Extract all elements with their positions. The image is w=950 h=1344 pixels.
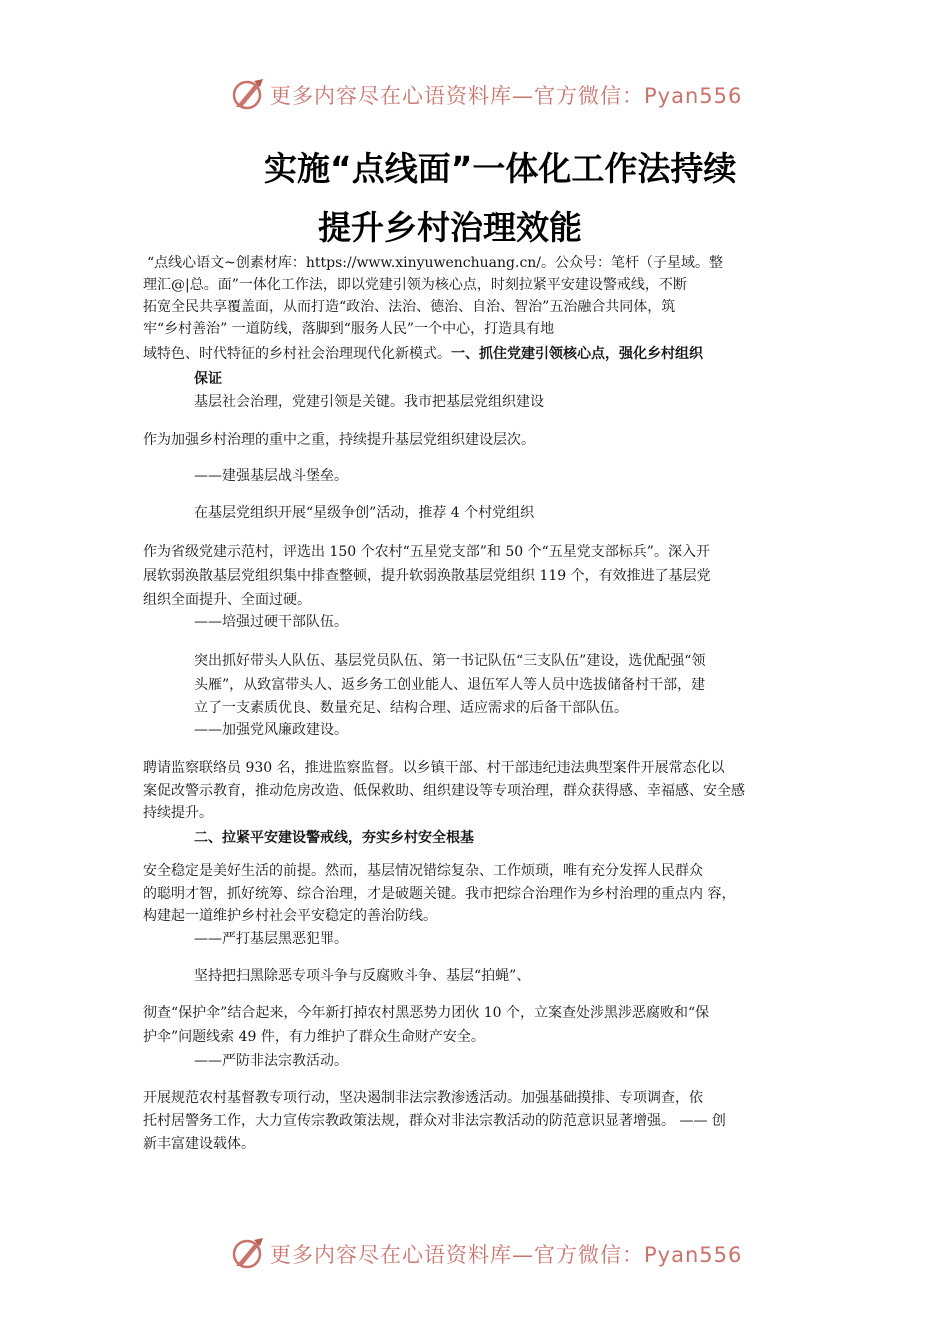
intro-last-text: 域特色、时代特征的乡村社会治理现代化新模式。 — [143, 346, 451, 362]
paragraph-line: 展软弱涣散基层党组织集中排查整顿，提升软弱涣散基层党组织 119 个，有效推进了基层党 — [143, 568, 711, 584]
paragraph-line: 的聪明才智，抓好统筹、综合治理，才是破题关键。我市把综合治理作为乡村治理的重点内 容， — [143, 886, 736, 902]
intro-line: 牢“乡村善治” 一道防线，落脚到“服务人民”一个中心，打造具有地 — [143, 321, 555, 337]
page-title-line-2: 提升乡村治理效能 — [318, 208, 582, 247]
paragraph-line: 构建起一道维护乡村社会平安稳定的善治防线。 — [143, 908, 437, 924]
paragraph-line: 彻查“保护伞”结合起来，今年新打掉农村黑恶势力团伙 10 个，立案查处涉黑涉恶腐败和“保 — [143, 1005, 710, 1021]
page-title-line-1: 实施“点线面”一体化工作法持续 — [264, 149, 737, 188]
paragraph-line: 开展规范农村基督教专项行动，坚决遏制非法宗教渗透活动。加强基础摸排、专项调查，依 — [143, 1090, 703, 1106]
paragraph-line: 护伞”问题线索 49 件，有力维护了群众生命财产安全。 — [143, 1029, 485, 1045]
paragraph-line: 作为加强乡村治理的重中之重，持续提升基层党组织建设层次。 — [143, 432, 535, 448]
section-2-heading: 二、拉紧平安建设警戒线，夯实乡村安全根基 — [194, 830, 474, 846]
paragraph-line: 在基层党组织开展“星级争创”活动，推荐 4 个村党组织 — [194, 505, 535, 521]
header-banner — [0, 74, 950, 114]
quill-logo-icon — [230, 1236, 266, 1270]
subheading: ——严打基层黑恶犯罪。 — [194, 931, 348, 947]
section-1-heading-continued: 保证 — [194, 371, 222, 387]
paragraph-line: 持续提升。 — [143, 805, 213, 821]
paragraph-line: 立了一支素质优良、数量充足、结构合理、适应需求的后备干部队伍。 — [194, 700, 628, 716]
intro-line-with-heading — [143, 344, 703, 364]
intro-line: 理汇@|总。面”一体化工作法，即以党建引领为核心点，时刻拉紧平安建设警戒线，不断 — [143, 277, 687, 293]
paragraph-line: 组织全面提升、全面过硬。 — [143, 592, 311, 608]
paragraph-line: 头雁”，从致富带头人、返乡务工创业能人、退伍军人等人员中选拔储备村干部，建 — [194, 677, 706, 693]
intro-line: “点线心语文~创素材库：https://www.xinyuwenchuang.cn/。公众号：笔杆（子星域。整 — [147, 255, 724, 271]
paragraph-line: 坚持把扫黑除恶专项斗争与反腐败斗争、基层“拍蝇”、 — [194, 968, 531, 984]
intro-line: 拓宽全民共享覆盖面，从而打造“政治、法治、德治、自治、智治”五治融合共同体，筑 — [143, 299, 676, 315]
subheading: ——加强党风廉政建设。 — [194, 722, 348, 738]
paragraph-line: 突出抓好带头人队伍、基层党员队伍、第一书记队伍“三支队伍”建设，选优配强“领 — [194, 653, 706, 669]
subheading: ——培强过硬干部队伍。 — [194, 614, 348, 630]
paragraph-line: 作为省级党建示范村，评选出 150 个农村“五星党支部”和 50 个“五星党支部标兵”。深入开 — [143, 544, 710, 560]
paragraph-line: 案促改警示教育，推动危房改造、低保救助、组织建设等专项治理，群众获得感、幸福感、安全感 — [143, 783, 745, 799]
paragraph-line: 托村居警务工作，大力宣传宗教政策法规，群众对非法宗教活动的防范意识显著增强。 —— 创 — [143, 1113, 726, 1129]
subheading: ——严防非法宗教活动。 — [194, 1053, 348, 1069]
paragraph-line: 安全稳定是美好生活的前提。然而，基层情况错综复杂、工作烦琐，唯有充分发挥人民群众 — [143, 863, 703, 879]
paragraph-line: 新丰富建设载体。 — [143, 1136, 255, 1152]
banner-wechat-id: Pyan556 — [644, 1243, 743, 1267]
paragraph-line: 基层社会治理，党建引领是关键。我市把基层党组织建设 — [194, 394, 544, 410]
section-1-heading: 一、抓住党建引领核心点，强化乡村组织 — [451, 346, 703, 362]
banner-text: 更多内容尽在心语资料库—官方微信：Pyan556 — [270, 84, 743, 108]
quill-logo-icon — [230, 77, 266, 111]
footer-banner — [0, 1233, 950, 1273]
banner-wechat-id: Pyan556 — [644, 84, 743, 108]
paragraph-line: 聘请监察联络员 930 名，推进监察监督。以乡镇干部、村干部违纪违法典型案件开展常态化以 — [143, 760, 725, 776]
banner-text: 更多内容尽在心语资料库—官方微信：Pyan556 — [270, 1243, 743, 1267]
subheading: ——建强基层战斗堡垒。 — [194, 468, 348, 484]
